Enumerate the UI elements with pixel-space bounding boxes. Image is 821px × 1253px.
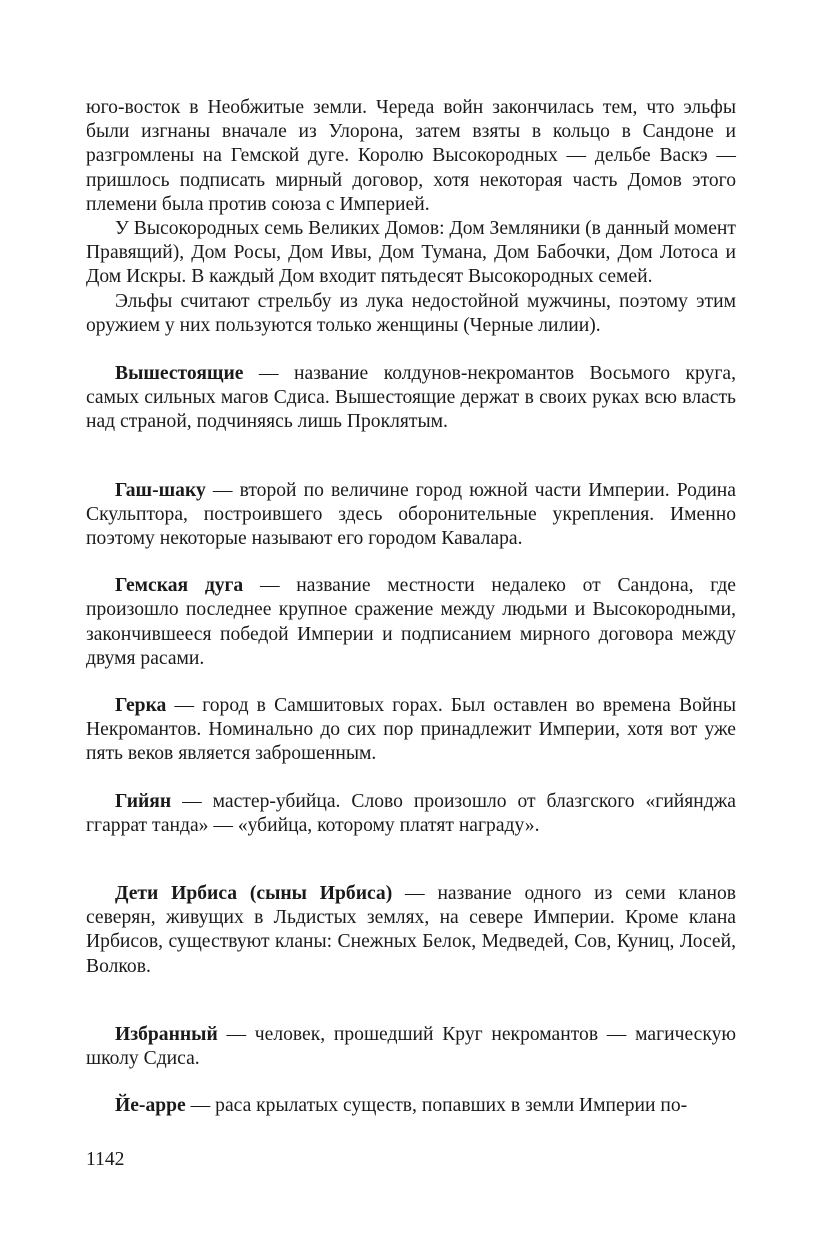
paragraph-archery [86,290,736,338]
glossary-entry-gemskaya-duga [86,574,736,671]
glossary-entry-deti-irbisa [86,882,736,979]
entry-spacer [86,671,736,694]
glossary-entry-gash-shaku [86,479,736,552]
glossary-definition: — второй по величине город южной части Империи. Родина Скульптора, построившего здесь оборонительные укрепления. Именно поэтому некоторые называют его городом Кавалара. [86,479,736,550]
glossary-term: Гемская дуга [115,575,244,597]
page-text-block [86,96,736,1119]
entry-spacer [86,767,736,790]
paragraph-great-houses [86,217,736,290]
glossary-term: Вышестоящие [115,363,244,385]
entry-spacer [86,1071,736,1094]
glossary-term: Герка [115,695,167,717]
paragraph-text: Эльфы считают стрельбу из лука недостойной мужчины, поэтому этим оружием у них пользуются только женщины (Черные лилии). [86,290,736,336]
glossary-definition: — мастер-убийца. Слово произошло от блазгского «гийянджа ггаррат танда» — «убийца, которому платят награду». [86,790,736,836]
paragraph-text: У Высокородных семь Великих Домов: Дом Земляники (в данный момент Правящий), Дом Росы, Дом Ивы, Дом Тумана, Дом Бабочки, Дом Лотоса и Дом Искры. В каждый Дом входит пятьдесят Высокородных семей. [86,218,736,288]
paragraph-text: юго-восток в Необжитые земли. Череда войн закончилась тем, что эльфы были изгнаны вначале из Улорона, затем взяты в кольцо в Сандоне и разгромлены на Гемской дуге. Королю Высокородных — дельбе Васкэ — пришлось подписать мирный договор, хотя некоторая часть Домов этого племени была против союза с Империей. [86,97,736,215]
glossary-term: Йе-арре [115,1095,186,1117]
glossary-definition: — город в Самшитовых горах. Был оставлен во времена Войны Некромантов. Номинально до сих пор принадлежит Империи, хотя вот уже пять веков является заброшенным. [86,695,736,765]
glossary-term: Избранный [115,1023,218,1045]
glossary-entry-gerka [86,694,736,767]
glossary-entry-izbrannyi [86,1023,736,1071]
glossary-definition: — название местности недалеко от Сандона, где произошло последнее крупное сражение между людьми и Высокородными, закончившееся победой Империи и подписанием мирного договора между двумя расами. [86,575,736,669]
glossary-entry-vyshestoyashchie [86,362,736,435]
glossary-entry-giyan [86,790,736,838]
glossary-term: Гийян [115,790,172,812]
entry-spacer [86,551,736,574]
glossary-definition: — название одного из семи кланов северян, живущих в Льдистых землях, на севере Империи. Кроме клана Ирбисов, существуют кланы: Снежных Белок, Медведей, Сов, Куниц, Лосей, Волков. [86,883,736,977]
page-number: 1142 [86,1149,125,1170]
section-spacer [86,838,736,882]
paragraph-elves-history [86,96,736,217]
section-spacer [86,979,736,1023]
glossary-definition: — название колдунов-некромантов Восьмого круга, самых сильных магов Сдиса. Вышестоящие держат в своих руках всю власть над страной, подчиняясь лишь Проклятым. [86,363,736,433]
section-spacer [86,435,736,479]
glossary-entry-ie-arre [86,1094,736,1118]
glossary-definition: — человек, прошедший Круг некромантов — магическую школу Сдиса. [86,1023,736,1070]
glossary-definition: — раса крылатых существ, попавших в земли Империи по- [185,1095,688,1117]
entry-spacer [86,338,736,362]
glossary-term: Дети Ирбиса (сыны Ирбиса) [115,883,393,905]
glossary-term: Гаш-шаку [115,479,206,501]
